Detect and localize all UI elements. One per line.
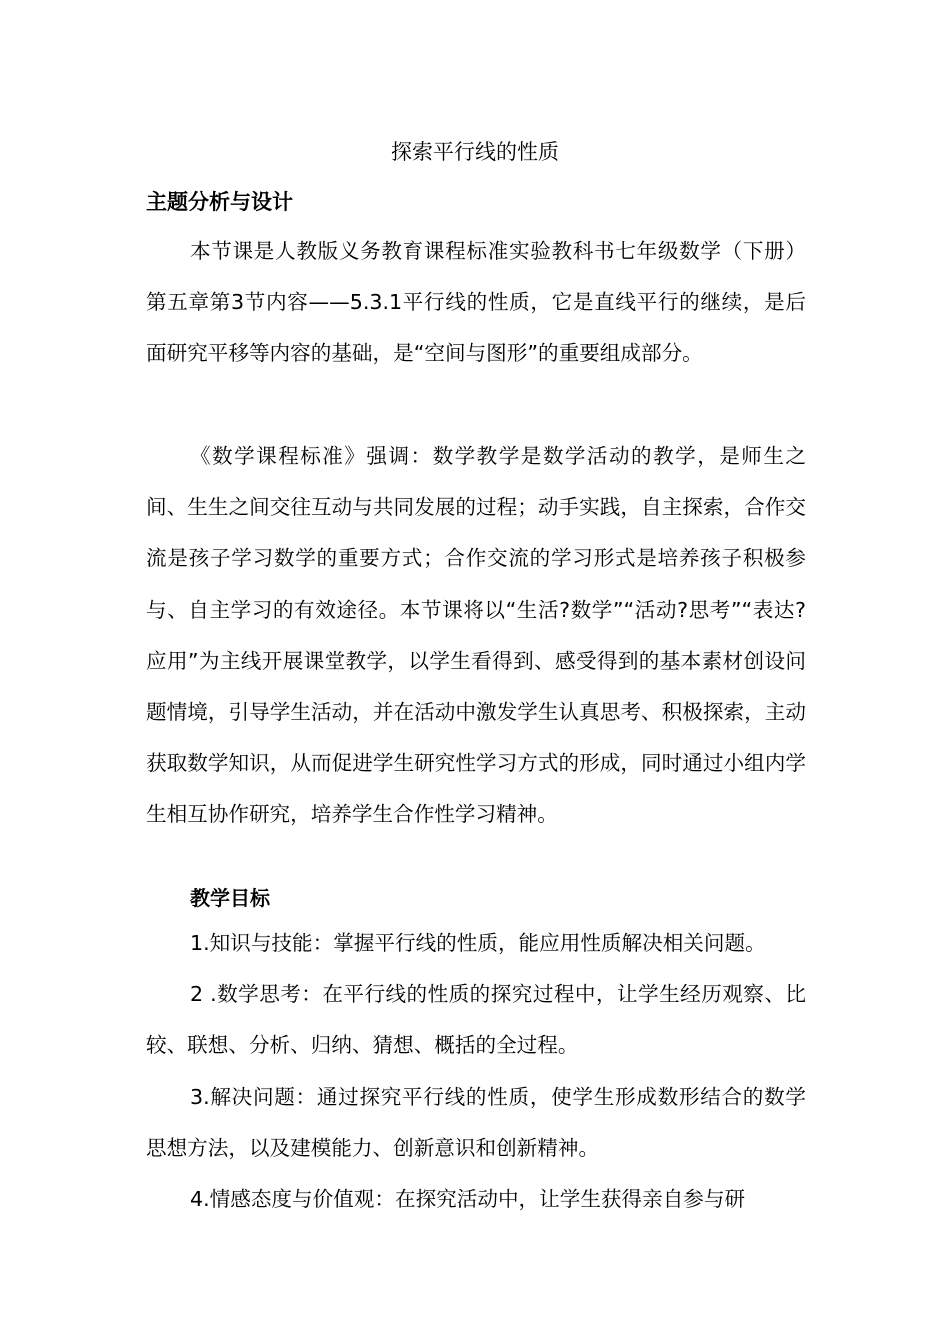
objectives-heading: 教学目标 bbox=[190, 886, 270, 910]
document-title: 探索平行线的性质 bbox=[391, 140, 559, 164]
objective-item-2: 2 .数学思考：在平行线的性质的探究过程中，让学生经历观察、比较、联想、分析、归纳、猜想、概括的全过程。 bbox=[146, 982, 806, 1058]
objective-item-3: 3.解决问题：通过探究平行线的性质，使学生形成数形结合的数学思想方法，以及建模能力、创新意识和创新精神。 bbox=[146, 1085, 806, 1161]
paragraph-standards: 《数学课程标准》强调：数学教学是数学活动的教学，是师生之间、生生之间交往互动与共同发展的过程；动手实践，自主探索，合作交流是孩子学习数学的重要方式；合作交流的学习形式是培养孩子积极参与、自主学习的有效途径。本节课将以“生活?数学”“活动?思考”“表达?应用”为主线开展课堂教学，以学生看得到、感受得到的基本素材创设问题情境，引导学生活动，并在活动中激发学生认真思考、积极探索，主动获取数学知识，从而促进学生研究性学习方式的形成，同时通过小组内学生相互协作研究，培养学生合作性学习精神。 bbox=[146, 444, 806, 827]
objective-item-4: 4.情感态度与价值观：在探究活动中，让学生获得亲自参与研 bbox=[190, 1187, 746, 1211]
section-heading: 主题分析与设计 bbox=[146, 190, 293, 214]
objective-item-1: 1.知识与技能：掌握平行线的性质，能应用性质解决相关问题。 bbox=[190, 931, 766, 955]
paragraph-intro: 本节课是人教版义务教育课程标准实验教科书七年级数学（下册）第五章第3节内容——5.3.1平行线的性质，它是直线平行的继续，是后面研究平移等内容的基础，是“空间与图形”的重要组成部分。 bbox=[146, 239, 806, 366]
